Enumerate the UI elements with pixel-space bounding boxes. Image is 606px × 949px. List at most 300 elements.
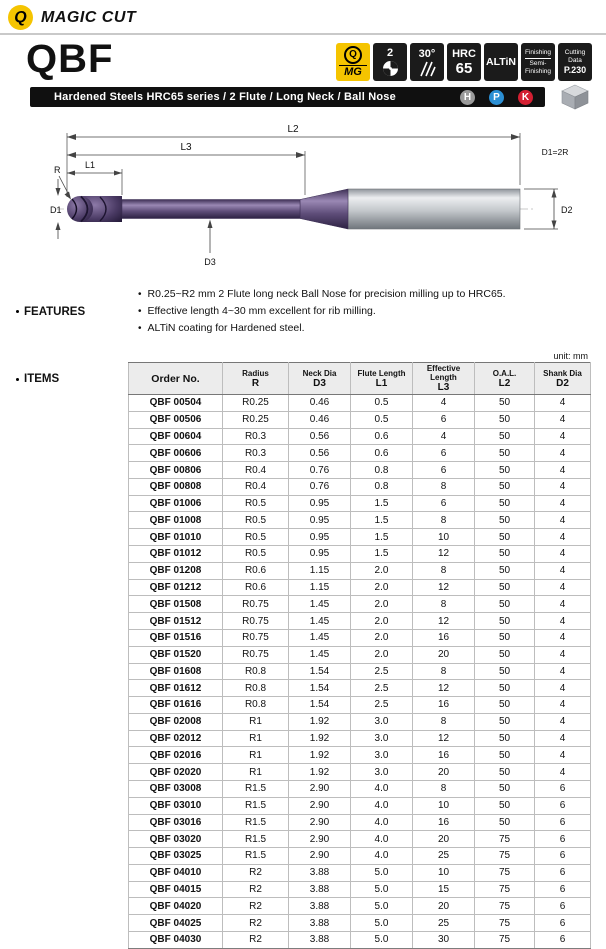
table-row [129,881,591,898]
features-list [128,286,506,337]
helix-angle-label: 30° [418,47,436,60]
spec-cell: 0.8 [351,462,413,479]
spec-cell: 2.5 [351,680,413,697]
spec-cell: 75 [475,848,535,865]
table-row [129,629,591,646]
series-row [0,35,606,85]
spec-cell: 6 [535,932,591,949]
order-no-cell: QBF 00808 [129,478,223,495]
spec-cell: 50 [475,596,535,613]
spec-cell: 4 [535,462,591,479]
spec-cell: 2.0 [351,613,413,630]
dim-d3-label: D3 [204,257,216,267]
data-label: Data [568,56,582,64]
spec-cell: 20 [413,831,475,848]
order-no-cell: QBF 03008 [129,780,223,797]
spec-cell: 2.5 [351,697,413,714]
spec-cell: 75 [475,864,535,881]
finishing-label: Finishing [525,49,551,59]
hardness-unit-label: HRC [452,47,476,60]
spec-cell: R2 [223,881,289,898]
order-no-cell: QBF 04015 [129,881,223,898]
order-no-cell: QBF 03010 [129,797,223,814]
spec-cell: 8 [413,713,475,730]
spec-cell: 8 [413,596,475,613]
spec-cell: R0.75 [223,629,289,646]
table-row [129,478,591,495]
order-no-cell: QBF 01212 [129,579,223,596]
table-row [129,596,591,613]
series-subtitle-bar [30,87,545,107]
flute-count-label: 2 [386,47,394,59]
spec-cell: 10 [413,529,475,546]
spec-cell: 12 [413,680,475,697]
spec-cell: 4 [535,478,591,495]
table-row [129,495,591,512]
spec-cell: 4.0 [351,831,413,848]
spec-cell: 1.92 [289,730,351,747]
spec-cell: R0.5 [223,512,289,529]
spec-cell: R1 [223,764,289,781]
spec-cell: 5.0 [351,932,413,949]
order-no-cell: QBF 01512 [129,613,223,630]
spec-cell: R0.75 [223,646,289,663]
order-no-cell: QBF 01208 [129,562,223,579]
material-grade-badge [336,43,370,81]
brand-bar [0,0,606,33]
spec-cell: R2 [223,898,289,915]
spec-cell: R1.5 [223,780,289,797]
spec-cell: 1.5 [351,546,413,563]
spec-cell: 50 [475,428,535,445]
spec-cell: 0.56 [289,445,351,462]
spec-cell: 0.6 [351,445,413,462]
col-header-line1: Effective Length [426,364,461,382]
spec-cell: 50 [475,797,535,814]
spec-cell: 25 [413,848,475,865]
order-no-cell: QBF 00606 [129,445,223,462]
spec-cell: 75 [475,831,535,848]
spec-cell: 5.0 [351,898,413,915]
order-no-cell: QBF 00504 [129,395,223,412]
table-row [129,932,591,949]
col-header-line1: Flute Length [357,368,406,378]
spec-cell: R0.5 [223,529,289,546]
spec-cell: 16 [413,697,475,714]
spec-cell: 4 [535,411,591,428]
features-section [0,286,606,337]
spec-cell: 50 [475,764,535,781]
spec-cell: 8 [413,512,475,529]
col-header-radius [223,363,289,395]
spec-cell: 4 [535,546,591,563]
spec-cell: 25 [413,915,475,932]
spec-cell: R1 [223,730,289,747]
spec-cell: 3.88 [289,864,351,881]
spec-cell: 4 [535,529,591,546]
col-header-shank-dia [535,363,591,395]
spec-cell: 4 [535,697,591,714]
spec-cell: 16 [413,747,475,764]
cutting-data-page-label: P.230 [563,64,587,75]
table-row [129,613,591,630]
spec-cell: 0.95 [289,546,351,563]
table-row [129,512,591,529]
spec-cell: R0.8 [223,663,289,680]
spec-cell: 0.46 [289,395,351,412]
spec-cell: 1.45 [289,646,351,663]
feature-item: • ALTiN coating for Hardened steel. [138,320,506,337]
order-no-cell: QBF 03020 [129,831,223,848]
spec-cell: R0.4 [223,462,289,479]
spec-cell: R0.3 [223,428,289,445]
spec-cell: 50 [475,680,535,697]
dim-d1-label: D1 [50,205,62,215]
spec-cell: 1.5 [351,512,413,529]
features-label [0,306,128,318]
spec-cell: 2.90 [289,780,351,797]
order-no-cell: QBF 00604 [129,428,223,445]
spec-cell: R0.8 [223,697,289,714]
spec-cell: R0.4 [223,478,289,495]
spec-cell: 6 [535,814,591,831]
spec-cell: 12 [413,730,475,747]
col-header-oal [475,363,535,395]
spec-cell: 10 [413,864,475,881]
spec-cell: 6 [535,864,591,881]
spec-cell: 4 [535,596,591,613]
spec-cell: R2 [223,915,289,932]
spec-cell: 2.0 [351,579,413,596]
subtitle-row [30,87,606,113]
spec-cell: 2.0 [351,646,413,663]
spec-cell: R0.8 [223,680,289,697]
table-row [129,898,591,915]
spec-cell: R0.6 [223,562,289,579]
spec-cell: 2.90 [289,814,351,831]
spec-cell: 16 [413,814,475,831]
spec-cell: 1.15 [289,579,351,596]
spec-cell: 4 [535,764,591,781]
spec-cell: 4 [535,663,591,680]
spec-cell: 20 [413,646,475,663]
table-row [129,411,591,428]
spec-cell: 4 [413,395,475,412]
spec-cell: 12 [413,613,475,630]
spec-cell: 4.0 [351,814,413,831]
spec-cell: 5.0 [351,881,413,898]
feature-item: • R0.25~R2 mm 2 Flute long neck Ball Nose for precision milling up to HRC65. [138,286,506,303]
items-table-body [129,395,591,949]
table-row [129,680,591,697]
spec-cell: 8 [413,663,475,680]
spec-cell: 4 [535,562,591,579]
order-no-cell: QBF 01012 [129,546,223,563]
items-table-wrap [128,351,590,949]
spec-cell: 6 [413,462,475,479]
coating-badge [484,43,518,81]
spec-cell: 75 [475,898,535,915]
spec-cell: R1.5 [223,848,289,865]
table-row [129,764,591,781]
col-header-line2: D3 [313,377,326,389]
order-no-cell: QBF 01010 [129,529,223,546]
unit-note: unit: mm [553,351,588,361]
spec-cell: 75 [475,915,535,932]
dim-l1-label: L1 [84,160,96,170]
spec-cell: 50 [475,462,535,479]
spec-cell: 50 [475,579,535,596]
spec-cell: 2.5 [351,663,413,680]
cutting-label: Cutting [564,48,586,56]
hardness-badge [447,43,481,81]
spec-cell: 8 [413,780,475,797]
table-row [129,814,591,831]
order-no-cell: QBF 00506 [129,411,223,428]
spec-cell: 4 [535,512,591,529]
spec-cell: 1.45 [289,613,351,630]
application-p-badge: P [489,90,504,105]
spec-cell: 4 [535,613,591,630]
diagram-note: D1=2R [541,147,569,157]
spec-cell: R1 [223,747,289,764]
spec-cell: R0.25 [223,395,289,412]
spec-cell: 1.54 [289,680,351,697]
spec-cell: 0.76 [289,462,351,479]
spec-cell: 2.0 [351,596,413,613]
spec-cell: 4 [535,713,591,730]
spec-cell: 0.6 [351,428,413,445]
order-no-cell: QBF 04025 [129,915,223,932]
spec-cell: 50 [475,613,535,630]
spec-cell: 6 [535,848,591,865]
spec-cell: R1.5 [223,814,289,831]
order-no-cell: QBF 01612 [129,680,223,697]
order-no-cell: QBF 01006 [129,495,223,512]
spec-cell: 15 [413,881,475,898]
col-header-line1: Neck Dia [302,368,337,378]
spec-cell: 6 [413,411,475,428]
spec-cell: 1.5 [351,495,413,512]
items-label [0,373,128,385]
spec-cell: R0.5 [223,546,289,563]
spec-cell: 6 [535,831,591,848]
col-header-line1: Shank Dia [543,368,582,378]
order-no-cell: QBF 03016 [129,814,223,831]
spec-cell: 50 [475,730,535,747]
coating-label: ALTiN [486,56,516,68]
semi-finishing-label: Semi-Finishing [524,59,551,75]
spec-cell: 12 [413,579,475,596]
spec-cell: 3.88 [289,915,351,932]
spec-cell: 4 [535,646,591,663]
spec-cell: 1.54 [289,663,351,680]
spec-cell: 0.5 [351,395,413,412]
spec-cell: 4 [535,579,591,596]
spec-cell: R0.75 [223,596,289,613]
order-no-cell: QBF 01608 [129,663,223,680]
spec-cell: 0.76 [289,478,351,495]
spec-cell: 50 [475,411,535,428]
spec-cell: 3.0 [351,764,413,781]
order-no-cell: QBF 01520 [129,646,223,663]
spec-cell: 2.90 [289,848,351,865]
spec-cell: 20 [413,898,475,915]
spec-cell: 50 [475,814,535,831]
spec-cell: 6 [535,915,591,932]
features-title: FEATURES [24,305,86,318]
spec-cell: 8 [413,478,475,495]
spec-cell: 0.56 [289,428,351,445]
spec-cell: 4 [413,428,475,445]
spec-cell: 3.88 [289,881,351,898]
helix-angle-badge [410,43,444,81]
table-row [129,646,591,663]
dim-l2-label: L2 [287,124,299,135]
spec-cell: R1.5 [223,797,289,814]
items-title: ITEMS [24,373,60,385]
spec-cell: 50 [475,395,535,412]
col-header-flute-length [351,363,413,395]
table-row [129,579,591,596]
spec-cell: R0.6 [223,579,289,596]
order-no-cell: QBF 04030 [129,932,223,949]
spec-cell: 1.45 [289,629,351,646]
series-title: QBF [26,37,114,81]
spec-cell: 50 [475,562,535,579]
order-no-cell: QBF 03025 [129,848,223,865]
items-table [128,362,591,949]
spec-cell: 4 [535,495,591,512]
spec-cell: 50 [475,629,535,646]
col-header-line2: R [251,377,260,389]
spec-cell: 4 [535,445,591,462]
spec-cell: R1 [223,713,289,730]
spec-cell: 75 [475,881,535,898]
table-row [129,864,591,881]
spec-cell: 3.88 [289,932,351,949]
spec-cell: 50 [475,747,535,764]
spec-cell: 50 [475,529,535,546]
col-header-line2: L2 [498,377,511,389]
spec-cell: 30 [413,932,475,949]
feature-item: • Effective length 4~30 mm excellent for rib milling. [138,303,506,320]
spec-cell: 5.0 [351,864,413,881]
spec-cell: 8 [413,562,475,579]
spec-cell: 1.92 [289,747,351,764]
table-row [129,915,591,932]
grade-mg-label: MG [339,65,366,79]
table-row [129,663,591,680]
col-header-order-no: Order No. [129,363,223,395]
spec-cell: 12 [413,546,475,563]
table-row [129,462,591,479]
spec-cell: R0.5 [223,495,289,512]
application-k-badge: K [518,90,533,105]
flute-section-icon [382,60,399,77]
brand-logo-icon: Q [8,5,33,30]
spec-cell: 75 [475,932,535,949]
spec-cell: 0.46 [289,411,351,428]
table-row [129,730,591,747]
hardness-value-label: 65 [455,59,473,77]
spec-cell: 3.0 [351,713,413,730]
order-no-cell: QBF 04020 [129,898,223,915]
order-no-cell: QBF 00806 [129,462,223,479]
dim-r-label: R [54,165,61,175]
spec-cell: 0.5 [351,411,413,428]
spec-cell: R0.25 [223,411,289,428]
col-header-neck-dia [289,363,351,395]
spec-cell: 6 [413,445,475,462]
spec-cell: 50 [475,478,535,495]
spec-cell: 50 [475,663,535,680]
spec-cell: 5.0 [351,915,413,932]
table-row [129,546,591,563]
order-no-cell: QBF 01508 [129,596,223,613]
spec-cell: 4 [535,680,591,697]
spec-cell: 4 [535,747,591,764]
dimension-diagram [50,121,606,278]
spec-cell: 50 [475,697,535,714]
col-header-line1: Radius [242,368,269,378]
spec-cell: 50 [475,445,535,462]
order-no-cell: QBF 04010 [129,864,223,881]
bullet-icon [16,378,19,381]
spec-cell: 1.45 [289,596,351,613]
spec-cell: 6 [535,898,591,915]
spec-cell: R0.3 [223,445,289,462]
table-row [129,428,591,445]
spec-cell: 50 [475,495,535,512]
table-row [129,529,591,546]
finishing-badge [521,43,555,81]
spec-cell: 0.95 [289,512,351,529]
spec-cell: 1.54 [289,697,351,714]
spec-cell: 50 [475,646,535,663]
brand-name: MAGIC CUT [41,8,137,26]
spec-cell: 6 [535,780,591,797]
table-row [129,445,591,462]
table-header-row [129,363,591,395]
spec-cell: 0.95 [289,495,351,512]
spec-cell: 3.0 [351,730,413,747]
spec-cell: 1.92 [289,713,351,730]
col-header-line1: O.A.L. [492,368,517,378]
application-h-badge: H [460,90,475,105]
order-no-cell: QBF 02008 [129,713,223,730]
spec-cell: 4.0 [351,780,413,797]
spec-cell: 4 [535,730,591,747]
spec-cell: 6 [413,495,475,512]
spec-cell: 0.95 [289,529,351,546]
spec-cell: 2.90 [289,797,351,814]
series-subtitle: Hardened Steels HRC65 series / 2 Flute / Long Neck / Ball Nose [54,91,396,103]
spec-cell: 6 [535,797,591,814]
spec-cell: 2.0 [351,629,413,646]
spec-cell: 6 [535,881,591,898]
col-header-effective-length [413,363,475,395]
spec-cell: R0.75 [223,613,289,630]
order-no-cell: QBF 01008 [129,512,223,529]
spec-cell: 10 [413,797,475,814]
order-no-cell: QBF 01616 [129,697,223,714]
order-no-cell: QBF 02020 [129,764,223,781]
spec-cell: 4 [535,428,591,445]
order-no-cell: QBF 02016 [129,747,223,764]
spec-cell: 1.5 [351,529,413,546]
spec-cell: 4 [535,629,591,646]
